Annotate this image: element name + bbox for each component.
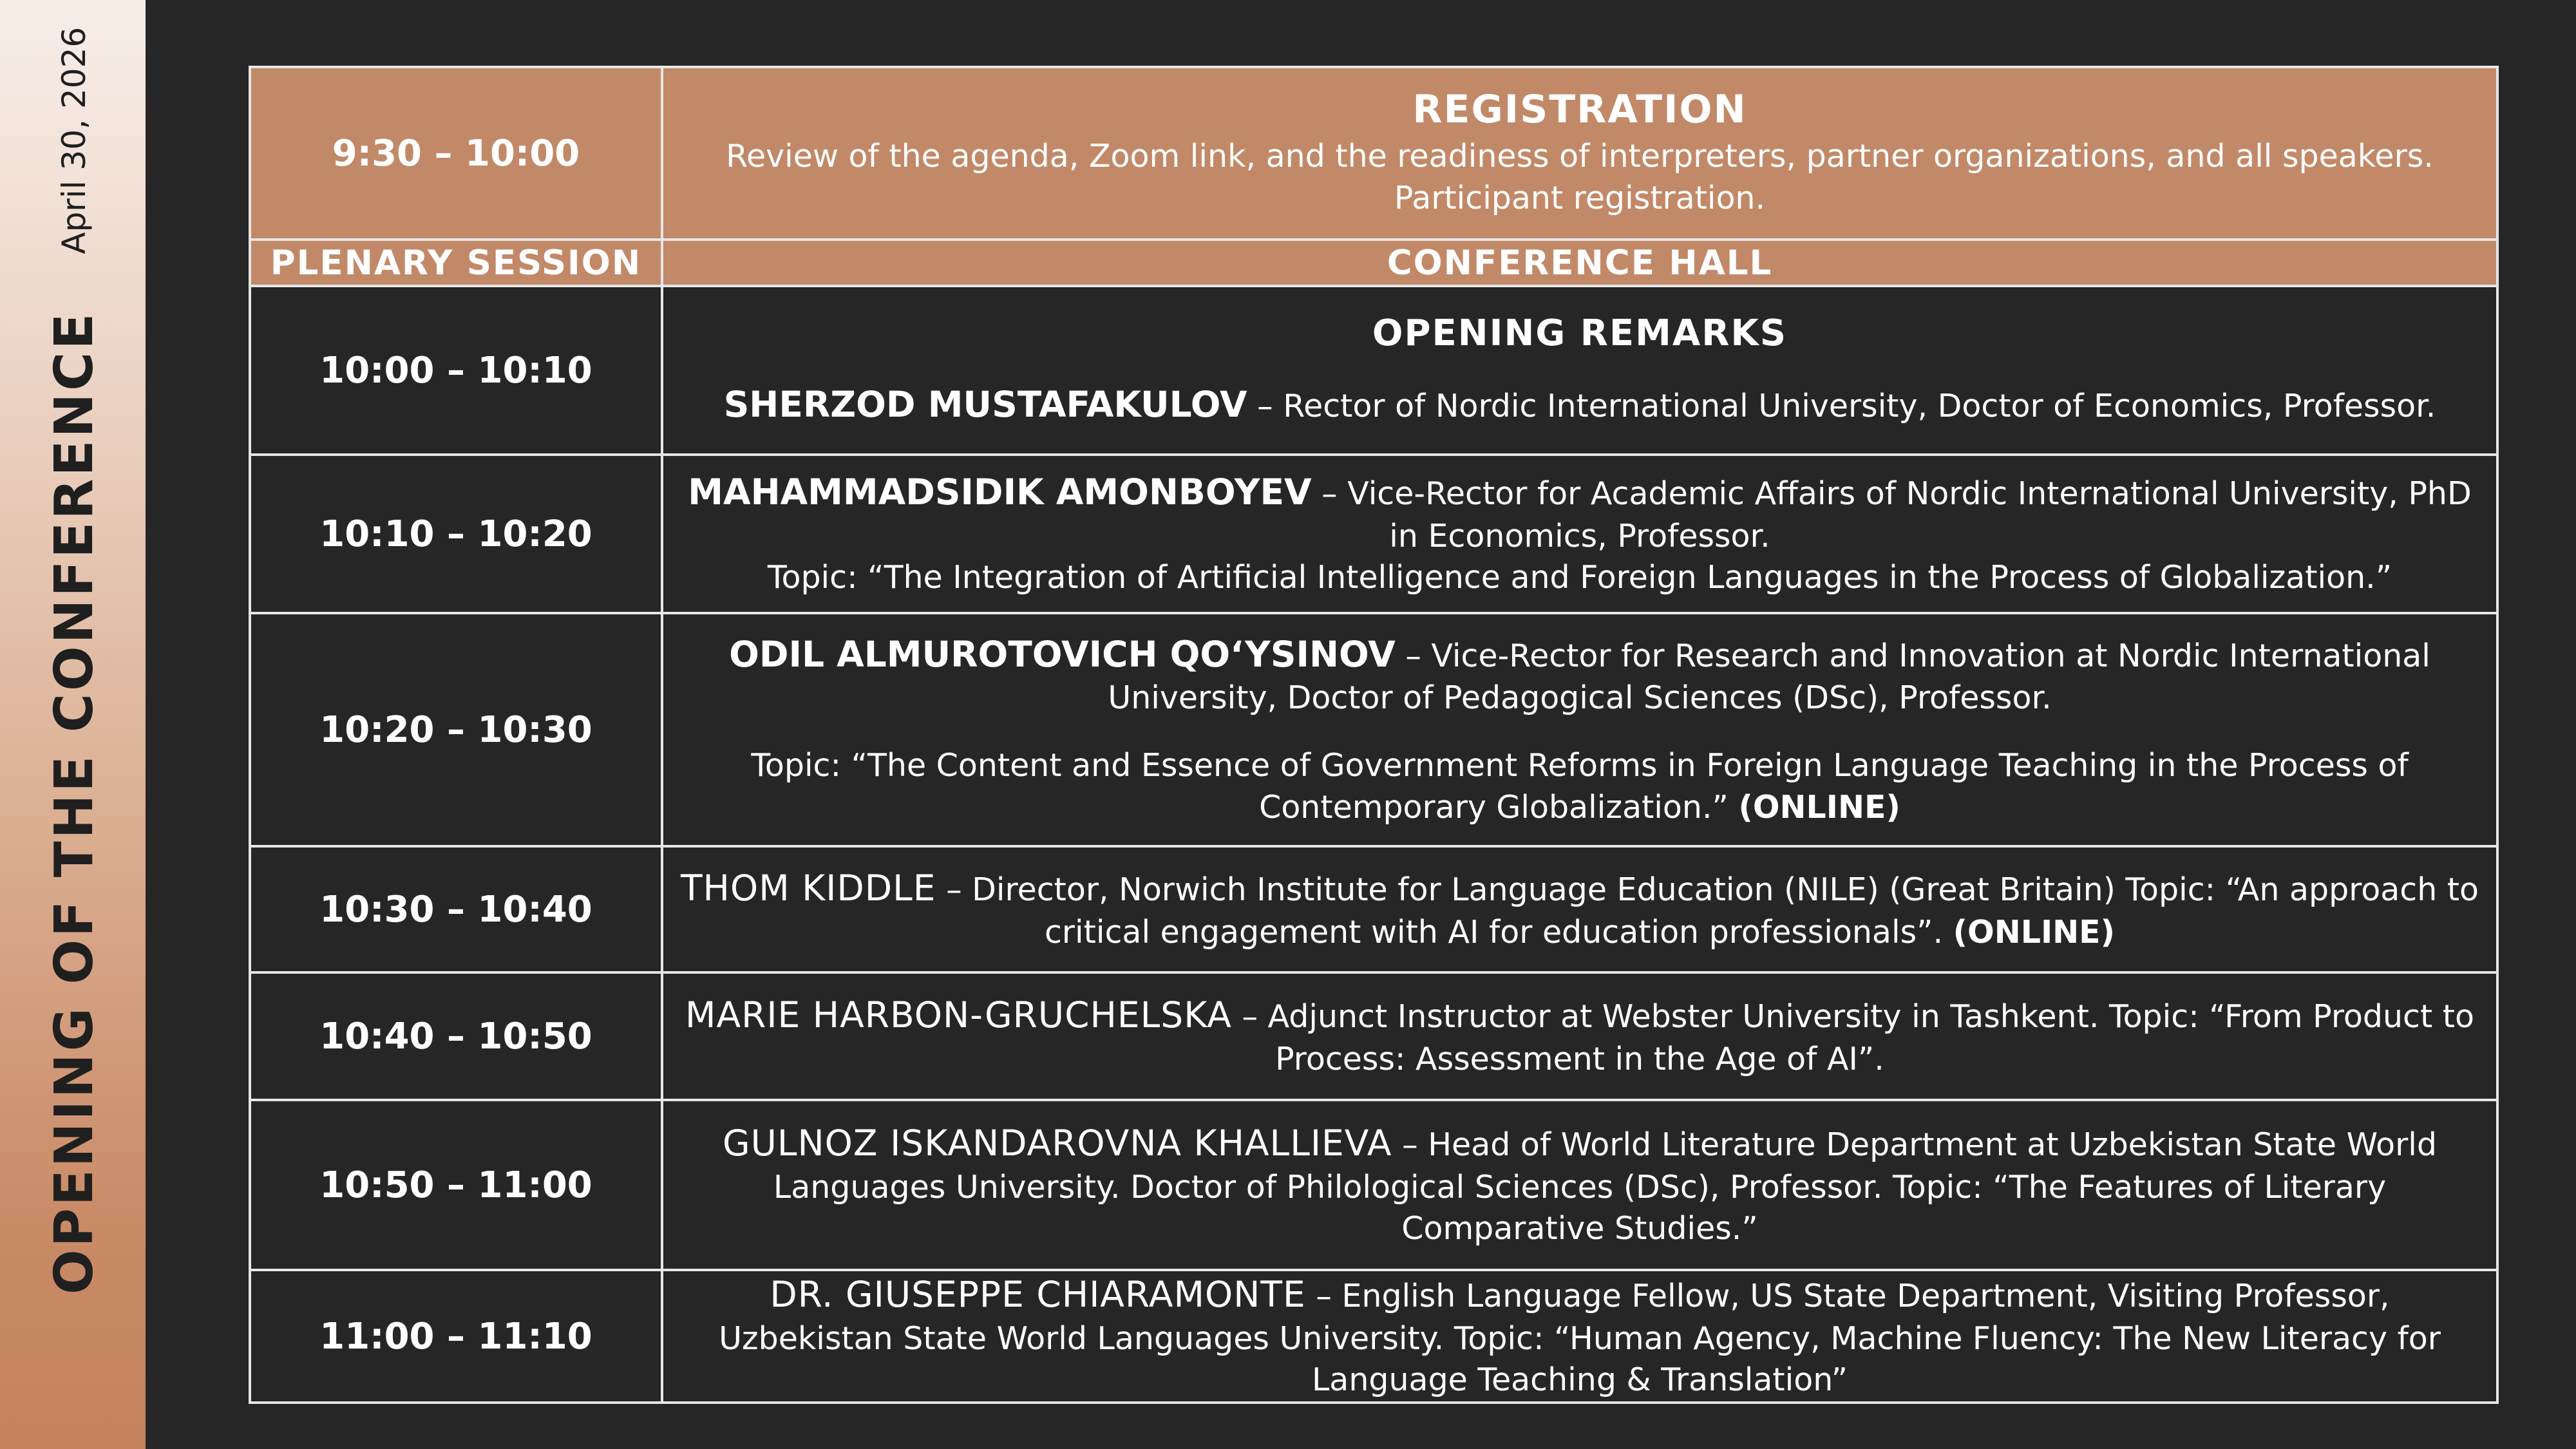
plenary-session-label: PLENARY SESSION bbox=[250, 240, 662, 286]
conference-date: April 30, 2026 bbox=[55, 26, 93, 254]
session-row bbox=[250, 972, 2497, 1100]
registration-time: 9:30 – 10:00 bbox=[250, 67, 662, 240]
session-row bbox=[250, 1100, 2497, 1270]
speaker-name: SHERZOD MUSTAFAKULOV bbox=[723, 384, 1247, 426]
session-cell bbox=[662, 846, 2497, 972]
speaker-name: THOM KIDDLE bbox=[680, 867, 936, 909]
session-time: 10:20 – 10:30 bbox=[250, 613, 662, 846]
speaker-name: ODIL ALMUROTOVICH QO‘YSINOV bbox=[729, 633, 1396, 675]
speaker-details: – Vice-Rector for Research and Innovation at Nordic International University, Doctor of Pedagogical Sciences (DSc), Professor. bbox=[1108, 637, 2430, 717]
session-time: 10:00 – 10:10 bbox=[250, 286, 662, 455]
speaker-details: – Rector of Nordic International University, Doctor of Economics, Professor. bbox=[1247, 388, 2436, 425]
conference-hall-label: CONFERENCE HALL bbox=[662, 240, 2497, 286]
session-cell bbox=[662, 613, 2497, 846]
session-time: 10:10 – 10:20 bbox=[250, 455, 662, 613]
speaker-details: – Vice-Rector for Academic Affairs of Nordic International University, PhD in Economics, Professor. bbox=[1311, 475, 2472, 554]
schedule-table bbox=[249, 66, 2499, 1404]
session-time: 10:40 – 10:50 bbox=[250, 972, 662, 1100]
session-row bbox=[250, 286, 2497, 455]
session-row bbox=[250, 1270, 2497, 1403]
speaker-details: – Adjunct Instructor at Webster University in Tashkent. Topic: “From Product to Process: Assessment in the Age of AI”. bbox=[1231, 998, 2474, 1077]
online-badge: (ONLINE) bbox=[1738, 788, 1900, 826]
conference-title: OPENING OF THE CONFERENCE bbox=[43, 310, 105, 1294]
speaker-name: DR. GIUSEPPE CHIARAMONTE bbox=[770, 1274, 1306, 1316]
session-cell bbox=[662, 286, 2497, 455]
sidebar-banner bbox=[0, 0, 146, 1449]
plenary-header-row bbox=[250, 240, 2497, 286]
speaker-name: MAHAMMADSIDIK AMONBOYEV bbox=[688, 471, 1312, 513]
session-row bbox=[250, 846, 2497, 972]
session-row bbox=[250, 455, 2497, 613]
registration-cell bbox=[662, 67, 2497, 240]
talk-topic: Topic: “The Integration of Artificial Intelligence and Foreign Languages in the Process of Globalization.” bbox=[767, 559, 2392, 596]
speaker-details: – English Language Fellow, US State Department, Visiting Professor, Uzbekistan State World Languages University. Topic: “Human Agency, Machine Fluency: The New Literacy for Language Teaching & Translation” bbox=[719, 1278, 2441, 1399]
opening-remarks-title: OPENING REMARKS bbox=[1372, 312, 1788, 355]
online-badge: (ONLINE) bbox=[1953, 913, 2116, 951]
speaker-name: GULNOZ ISKANDAROVNA KHALLIEVA bbox=[722, 1122, 1392, 1164]
session-cell bbox=[662, 1100, 2497, 1270]
session-cell bbox=[662, 1270, 2497, 1403]
session-time: 11:00 – 11:10 bbox=[250, 1270, 662, 1403]
session-cell bbox=[662, 972, 2497, 1100]
speaker-name: MARIE HARBON-GRUCHELSKA bbox=[685, 994, 1232, 1036]
sidebar-text bbox=[39, 26, 109, 1294]
registration-title: REGISTRATION bbox=[1412, 87, 1747, 133]
speaker-details: – Head of World Literature Department at Uzbekistan State World Languages University. Doctor of Philological Sciences (DSc), Professor. Topic: “The Features of Literary Comparative Studies.” bbox=[773, 1126, 2438, 1247]
talk-topic: Topic: “The Content and Essence of Government Reforms in Foreign Language Teaching in the Process of Contemporary Globalization.” bbox=[751, 746, 2409, 826]
session-cell bbox=[662, 455, 2497, 613]
session-time: 10:30 – 10:40 bbox=[250, 846, 662, 972]
session-row bbox=[250, 613, 2497, 846]
speaker-details: – Director, Norwich Institute for Language Education (NILE) (Great Britain) Topic: “An approach to critical engagement with AI for education professionals”. bbox=[936, 871, 2479, 951]
registration-row bbox=[250, 67, 2497, 240]
session-time: 10:50 – 11:00 bbox=[250, 1100, 662, 1270]
registration-description: Review of the agenda, Zoom link, and the readiness of interpreters, partner organizations, and all speakers. Participant registration. bbox=[726, 138, 2434, 216]
